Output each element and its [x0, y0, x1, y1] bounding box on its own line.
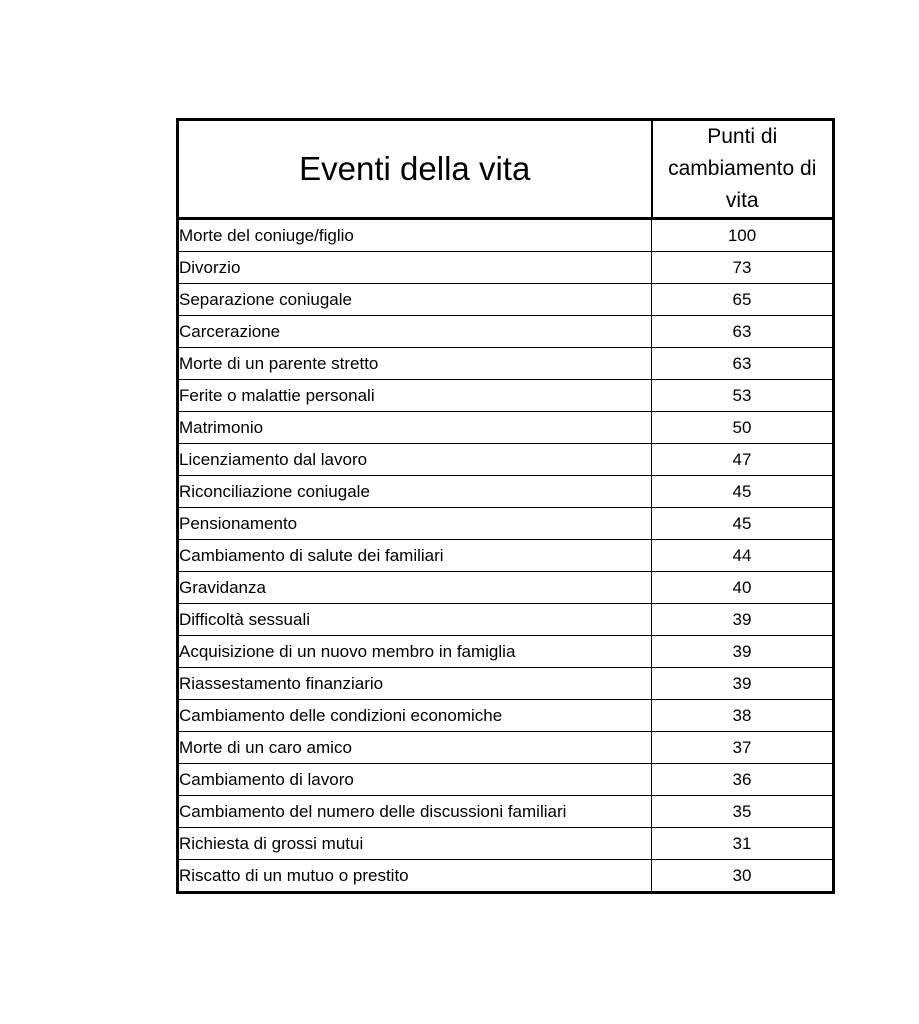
table-row — [178, 796, 834, 828]
event-points-cell: 63 — [652, 348, 834, 380]
table-row — [178, 764, 834, 796]
event-points-cell: 47 — [652, 444, 834, 476]
table-row — [178, 700, 834, 732]
table-row — [178, 508, 834, 540]
event-points-cell: 35 — [652, 796, 834, 828]
table-row — [178, 412, 834, 444]
event-points-cell: 30 — [652, 860, 834, 893]
event-name-cell: Cambiamento di lavoro — [178, 764, 652, 796]
event-points-cell: 45 — [652, 476, 834, 508]
event-name-cell: Cambiamento di salute dei familiari — [178, 540, 652, 572]
event-name-cell: Riassestamento finanziario — [178, 668, 652, 700]
event-points-cell: 53 — [652, 380, 834, 412]
header-points: Punti di cambiamento di vita — [652, 120, 834, 219]
table-row — [178, 828, 834, 860]
event-name-cell: Morte di un parente stretto — [178, 348, 652, 380]
table-header-row — [178, 120, 834, 219]
table-row — [178, 476, 834, 508]
event-points-cell: 39 — [652, 636, 834, 668]
event-name-cell: Ferite o malattie personali — [178, 380, 652, 412]
event-name-cell: Licenziamento dal lavoro — [178, 444, 652, 476]
event-points-cell: 39 — [652, 604, 834, 636]
table-row — [178, 668, 834, 700]
event-points-cell: 31 — [652, 828, 834, 860]
event-points-cell: 37 — [652, 732, 834, 764]
event-name-cell: Difficoltà sessuali — [178, 604, 652, 636]
event-name-cell: Cambiamento del numero delle discussioni familiari — [178, 796, 652, 828]
event-name-cell: Pensionamento — [178, 508, 652, 540]
table-row — [178, 860, 834, 893]
table-row — [178, 316, 834, 348]
table-row — [178, 604, 834, 636]
event-name-cell: Morte del coniuge/figlio — [178, 219, 652, 252]
event-name-cell: Morte di un caro amico — [178, 732, 652, 764]
table-row — [178, 732, 834, 764]
event-points-cell: 40 — [652, 572, 834, 604]
table-row — [178, 348, 834, 380]
event-name-cell: Gravidanza — [178, 572, 652, 604]
table-row — [178, 284, 834, 316]
life-events-sheet — [176, 118, 832, 894]
table-row — [178, 219, 834, 252]
event-points-cell: 73 — [652, 252, 834, 284]
table-body — [178, 219, 834, 893]
event-name-cell: Carcerazione — [178, 316, 652, 348]
table-row — [178, 572, 834, 604]
event-points-cell: 44 — [652, 540, 834, 572]
table-row — [178, 444, 834, 476]
event-points-cell: 45 — [652, 508, 834, 540]
table-row — [178, 540, 834, 572]
event-name-cell: Richiesta di grossi mutui — [178, 828, 652, 860]
event-points-cell: 100 — [652, 219, 834, 252]
table-row — [178, 636, 834, 668]
event-name-cell: Acquisizione di un nuovo membro in famiglia — [178, 636, 652, 668]
event-name-cell: Matrimonio — [178, 412, 652, 444]
event-points-cell: 50 — [652, 412, 834, 444]
event-points-cell: 39 — [652, 668, 834, 700]
event-name-cell: Riconciliazione coniugale — [178, 476, 652, 508]
event-points-cell: 65 — [652, 284, 834, 316]
event-name-cell: Cambiamento delle condizioni economiche — [178, 700, 652, 732]
event-points-cell: 38 — [652, 700, 834, 732]
event-name-cell: Divorzio — [178, 252, 652, 284]
event-points-cell: 36 — [652, 764, 834, 796]
event-name-cell: Riscatto di un mutuo o prestito — [178, 860, 652, 893]
life-events-table — [176, 118, 835, 894]
table-row — [178, 252, 834, 284]
event-points-cell: 63 — [652, 316, 834, 348]
event-name-cell: Separazione coniugale — [178, 284, 652, 316]
table-row — [178, 380, 834, 412]
header-event: Eventi della vita — [178, 120, 652, 219]
